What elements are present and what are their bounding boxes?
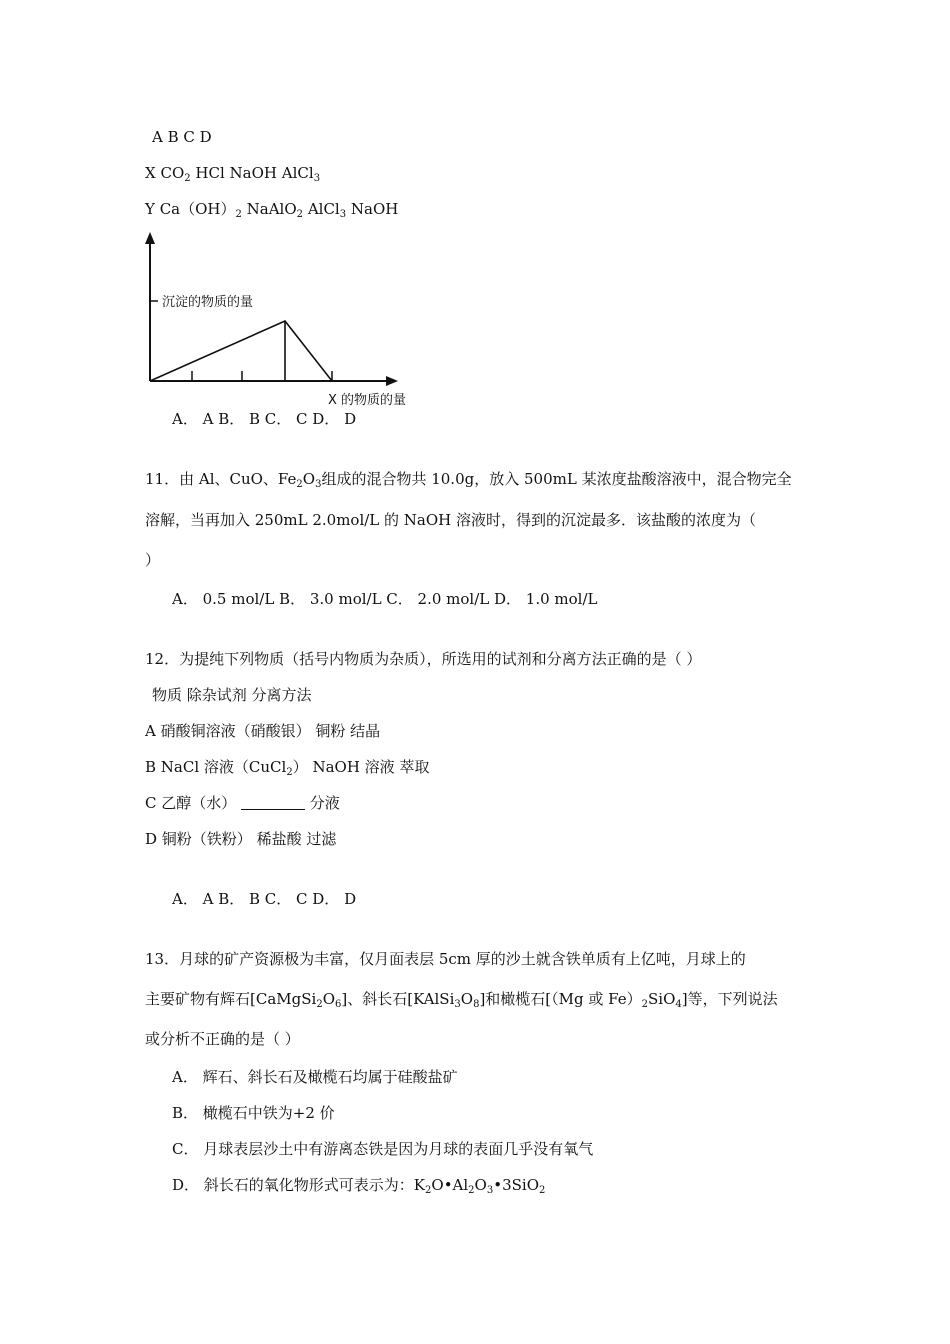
q10-precipitate-graph (140, 228, 410, 410)
precipitate-curve (150, 321, 332, 381)
q12-options: A． A B． B C． C D． D (172, 890, 357, 908)
q11-options: A． 0.5 mol/L B． 3.0 mol/L C． 2.0 mol/L D． 1.0 mol/L (172, 590, 598, 608)
q13-option-b: B． 橄榄石中铁为+2 价 (172, 1104, 335, 1122)
q10-x-row: X $CO_2$ HCl NaOH AlCl$_3$ (145, 164, 321, 184)
q13-stem-line3: 或分析不正确的是（ ） (145, 1030, 300, 1048)
q13-option-a: A． 辉石、斜长石及橄榄石均属于硅酸盐矿 (172, 1068, 458, 1086)
q11-stem-line3: ） (145, 551, 161, 569)
q10-y-row: Y $Ca(OH)_2$ NaAlO$_2$ AlCl$_3$ NaOH (145, 200, 399, 220)
q11-stem-line1: 11．由 Al、CuO、$Fe_2O_3$组成的混合物共 10.0g，放入 500mL 某浓度盐酸溶液中，混合物完全 (145, 470, 792, 490)
q12-stem: 12．为提纯下列物质（括号内物质为杂质），所选用的试剂和分离方法正确的是（ ） (145, 650, 702, 668)
q13-stem-line2: 主要矿物有辉石$[CaMgSi_2O_6]$、斜长石$[KAlSi_3O_8]$和橄榄石[（Mg 或 $Fe)_2SiO_4$]等，下列说法 (145, 990, 778, 1010)
q12-row-b: B NaCl 溶液（CuCl$_2$） NaOH 溶液 萃取 (145, 758, 430, 778)
q10-options: A． A B． B C． C D． D (172, 410, 357, 428)
q13-option-d: D． 斜长石的氧化物形式可表示为：$K_2O•Al_2O_3•3SiO_2$ (172, 1176, 546, 1196)
x-axis-label: X 的物质的量 (328, 393, 407, 408)
q13-stem-line1: 13．月球的矿产资源极为丰富，仅月面表层 5cm 厚的沙土就含铁单质有上亿吨，月球上的 (145, 950, 746, 968)
answer-blank (241, 795, 305, 810)
q12-row-c: C 乙醇（水） 分液 (145, 794, 340, 812)
x-axis-arrow (386, 376, 398, 386)
q12-row-a: A 硝酸铜溶液（硝酸银） 铜粉 结晶 (145, 722, 381, 740)
y-axis-label: 沉淀的物质的量 (162, 295, 254, 310)
q12-row-d: D 铜粉（铁粉） 稀盐酸 过滤 (145, 830, 337, 848)
q12-table-header: 物质 除杂试剂 分离方法 (152, 686, 312, 704)
q10-table-header: A B C D (152, 128, 212, 146)
q11-stem-line2: 溶解，当再加入 250mL 2.0mol/L 的 NaOH 溶液时，得到的沉淀最多．该盐酸的浓度为（ (145, 511, 757, 529)
y-axis-arrow (145, 232, 155, 244)
q13-option-c: C． 月球表层沙土中有游离态铁是因为月球的表面几乎没有氧气 (172, 1140, 594, 1158)
